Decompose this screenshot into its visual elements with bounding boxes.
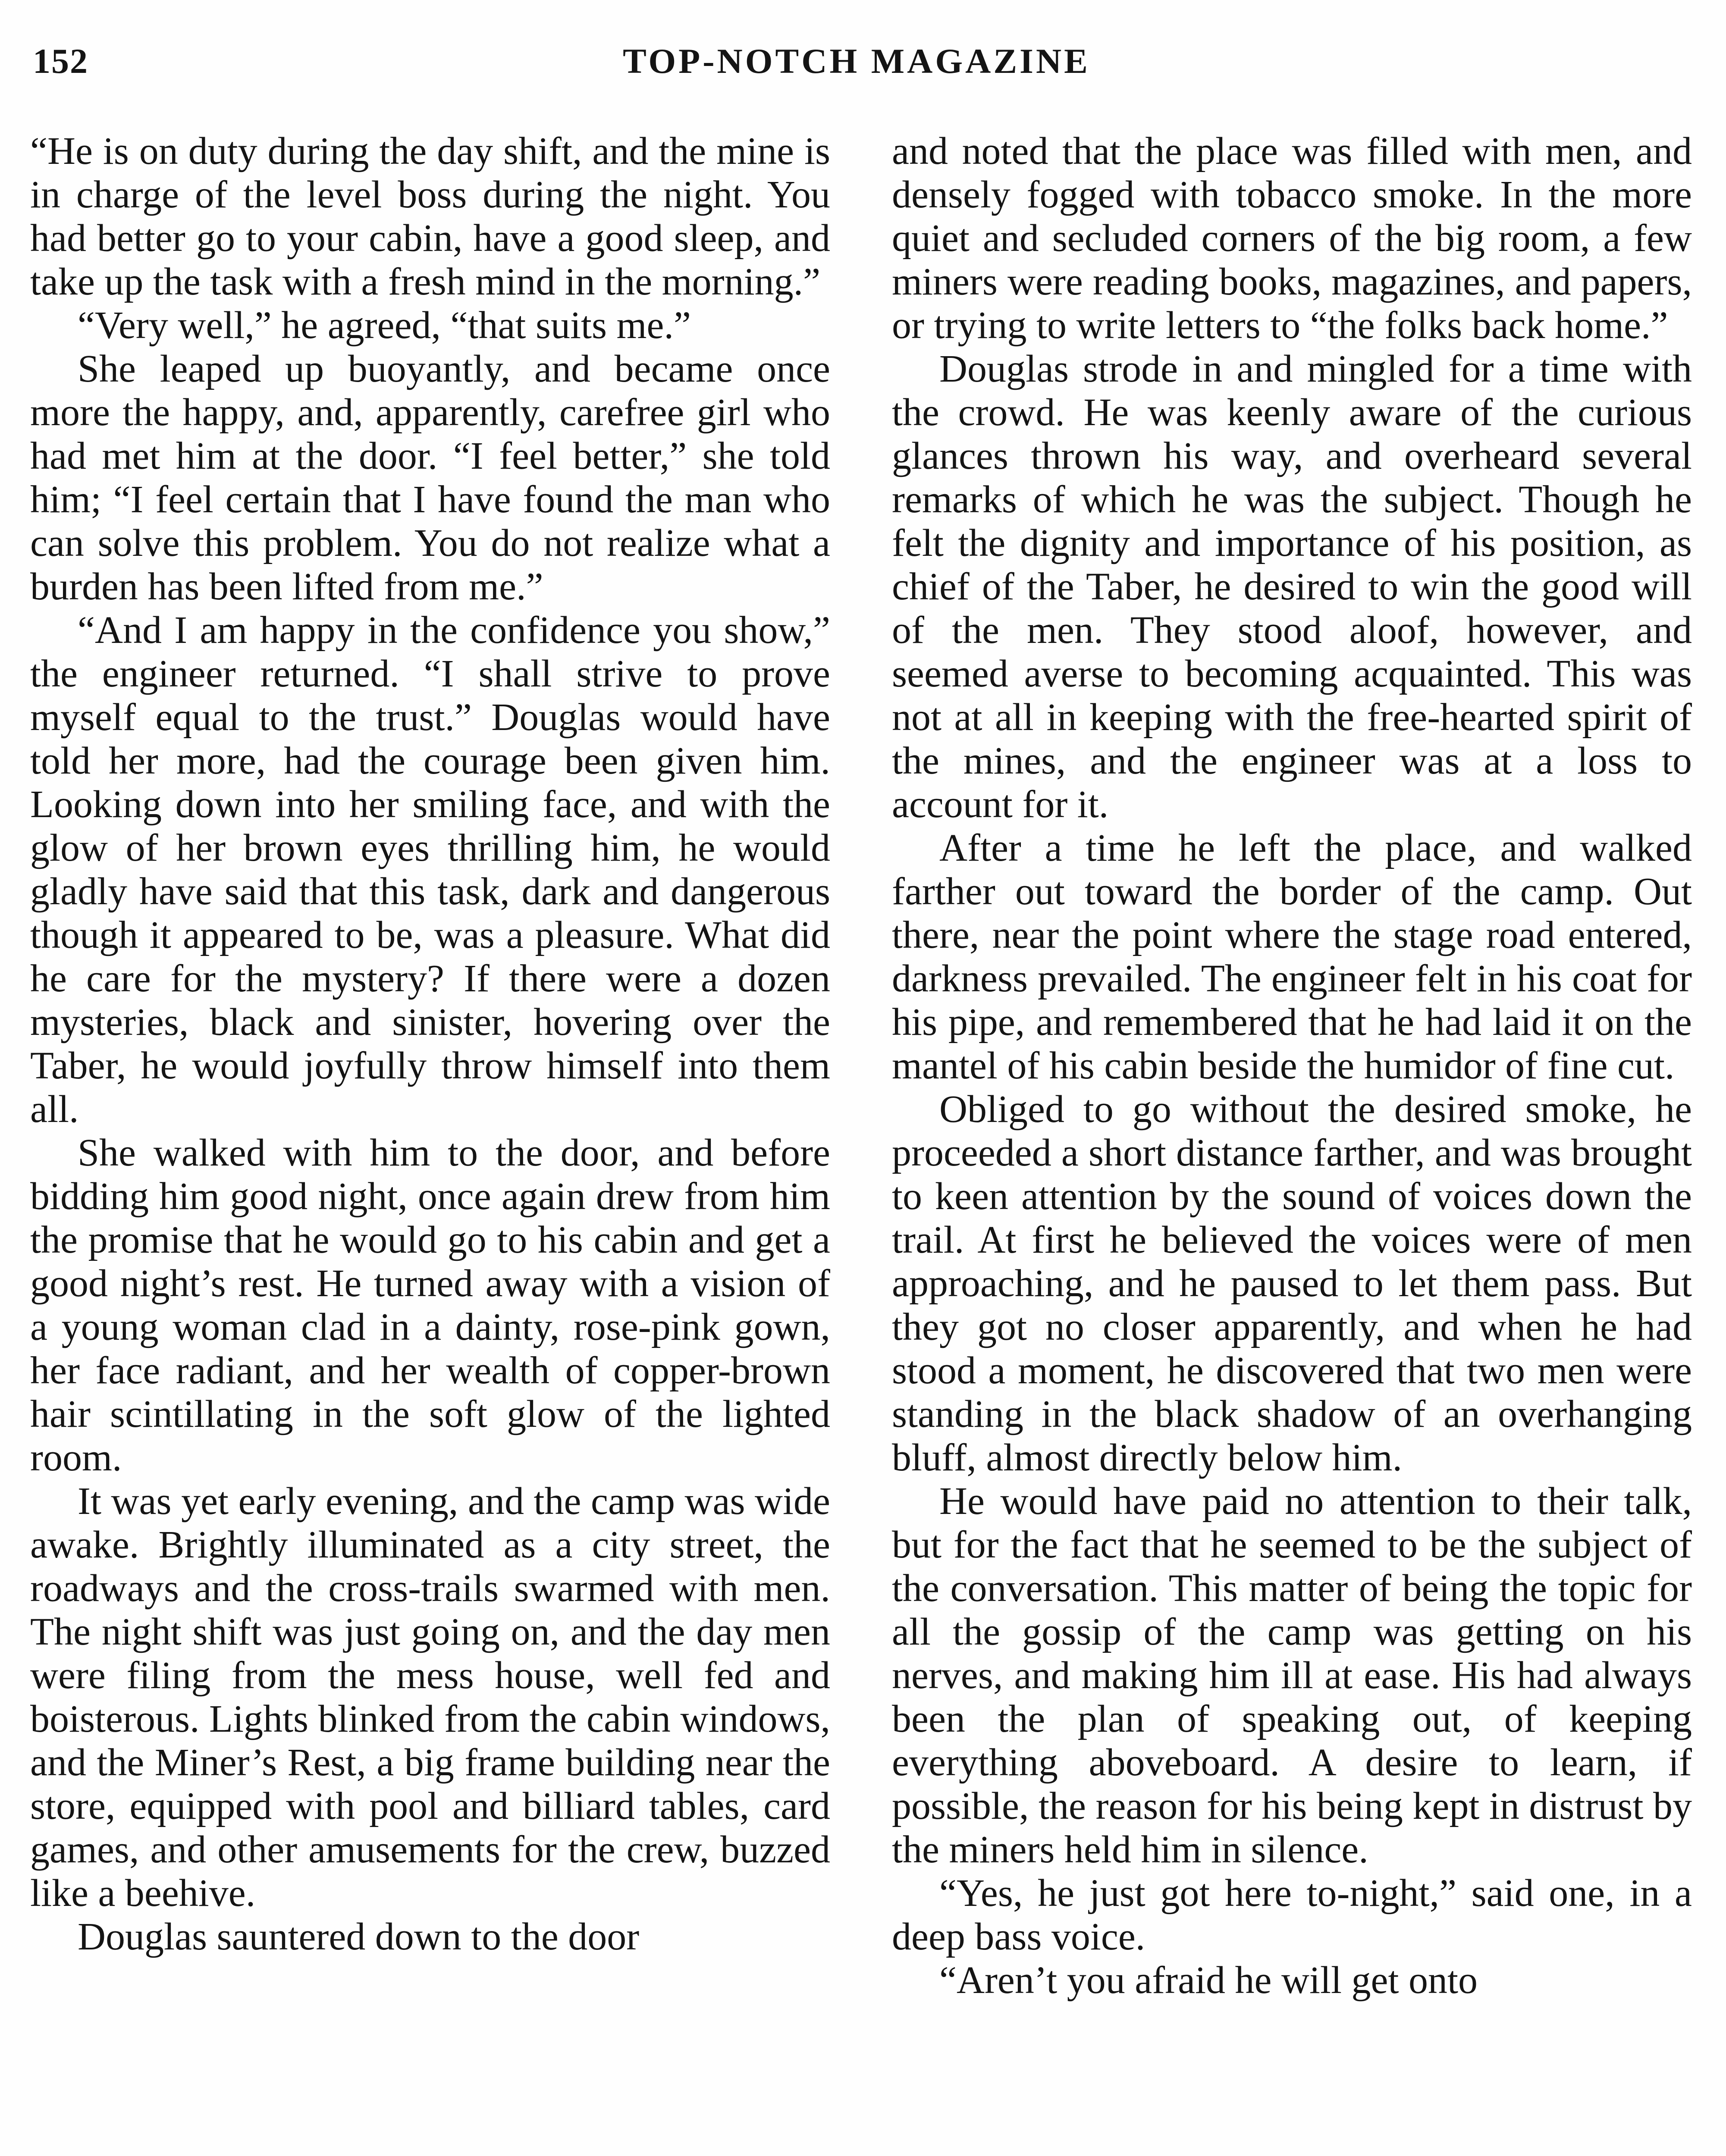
paragraph: “And I am happy in the confidence you show,” the engineer returned. “I shall strive to prove myself equal to the trust.” Douglas would have told her more, had the courage been given him. Looking down into her smiling face, and with the glow of her brown eyes thrilling him, he would gladly have said that this task, dark and dangerous though it appeared to be, was a pleasure. What did he care for the mystery? If there were a dozen mysteries, black and sinister, hovering over the Taber, he would joyfully throw himself into them all. — [30, 609, 830, 1131]
paragraph: “Very well,” he agreed, “that suits me.” — [78, 304, 691, 347]
paragraph: Douglas strode in and mingled for a time with the crowd. He was keenly aware of the curious glances thrown his way, and overheard several remarks of which he was the subject. Though he felt the dignity and importance of his position, as chief of the Taber, he desired to win the good will of the men. They stood aloof, however, and seemed averse to becoming acquainted. This was not at all in keeping with the free-hearted spirit of the mines, and the engineer was at a loss to account for it. — [892, 348, 1692, 826]
paragraph: “Yes, he just got here to-night,” said one, in a deep bass voice. — [892, 1872, 1692, 1958]
running-title: TOP-NOTCH MAGAZINE — [623, 41, 1090, 81]
paragraph: She leaped up buoyantly, and became once more the happy, and, apparently, carefree girl who had met him at the door. “I feel better,” she told him; “I feel certain that I have found the man who can solve this problem. You do not realize what a burden has been lifted from me.” — [30, 348, 830, 608]
paragraph: Obliged to go without the desired smoke, he proceeded a short distance farther, and was brought to keen attention by the sound of voices down the trail. At first he believed the voices were of men approaching, and he paused to let them pass. But they got no closer apparently, and when he had stood a moment, he discovered that two men were standing in the black shadow of an overhanging bluff, almost directly below him. — [892, 1088, 1692, 1479]
paragraph: “He is on duty during the day shift, and the mine is in charge of the level boss during the night. You had better go to your cabin, have a good sleep, and take up the task with a fresh mind in the morning.” — [30, 130, 830, 303]
paragraph: and noted that the place was filled with men, and densely fogged with tobacco smoke. In the more quiet and secluded corners of the big room, a few miners were reading books, magazines, and papers, or trying to write letters to “the folks back home.” — [892, 130, 1692, 347]
paragraph: He would have paid no attention to their talk, but for the fact that he seemed to be the subject of the conversation. This matter of being the topic for all the gossip of the camp was getting on his nerves, and making him ill at ease. His had always been the plan of speaking out, of keeping everything aboveboard. A desire to learn, if possible, the reason for his being kept in distrust by the miners held him in silence. — [892, 1480, 1692, 1871]
paragraph: “Aren’t you afraid he will get onto — [939, 1959, 1478, 2002]
paragraph: It was yet early evening, and the camp was wide awake. Brightly illuminated as a city street, the roadways and the cross-trails swarmed with men. The night shift was just going on, and the day men were filing from the mess house, well fed and boisterous. Lights blinked from the cabin windows, and the Miner’s Rest, a big frame building near the store, equipped with pool and billiard tables, card games, and other amusements for the crew, buzzed like a beehive. — [30, 1480, 830, 1915]
right-column — [892, 129, 1692, 2002]
page-header — [33, 41, 1680, 97]
paragraph: Douglas sauntered down to the door — [78, 1915, 640, 1958]
paragraph: She walked with him to the door, and before bidding him good night, once again drew from him the promise that he would go to his cabin and get a good night’s rest. He turned away with a vision of a young woman clad in a dainty, rose-pink gown, her face radiant, and her wealth of copper-brown hair scintillating in the soft glow of the lighted room. — [30, 1131, 830, 1479]
page-number: 152 — [33, 41, 88, 81]
paragraph: After a time he left the place, and walked farther out toward the border of the camp. Out there, near the point where the stage road entered, darkness prevailed. The engineer felt in his coat for his pipe, and remembered that he had laid it on the mantel of his cabin beside the humidor of fine cut. — [892, 827, 1692, 1087]
left-column — [30, 129, 830, 1959]
